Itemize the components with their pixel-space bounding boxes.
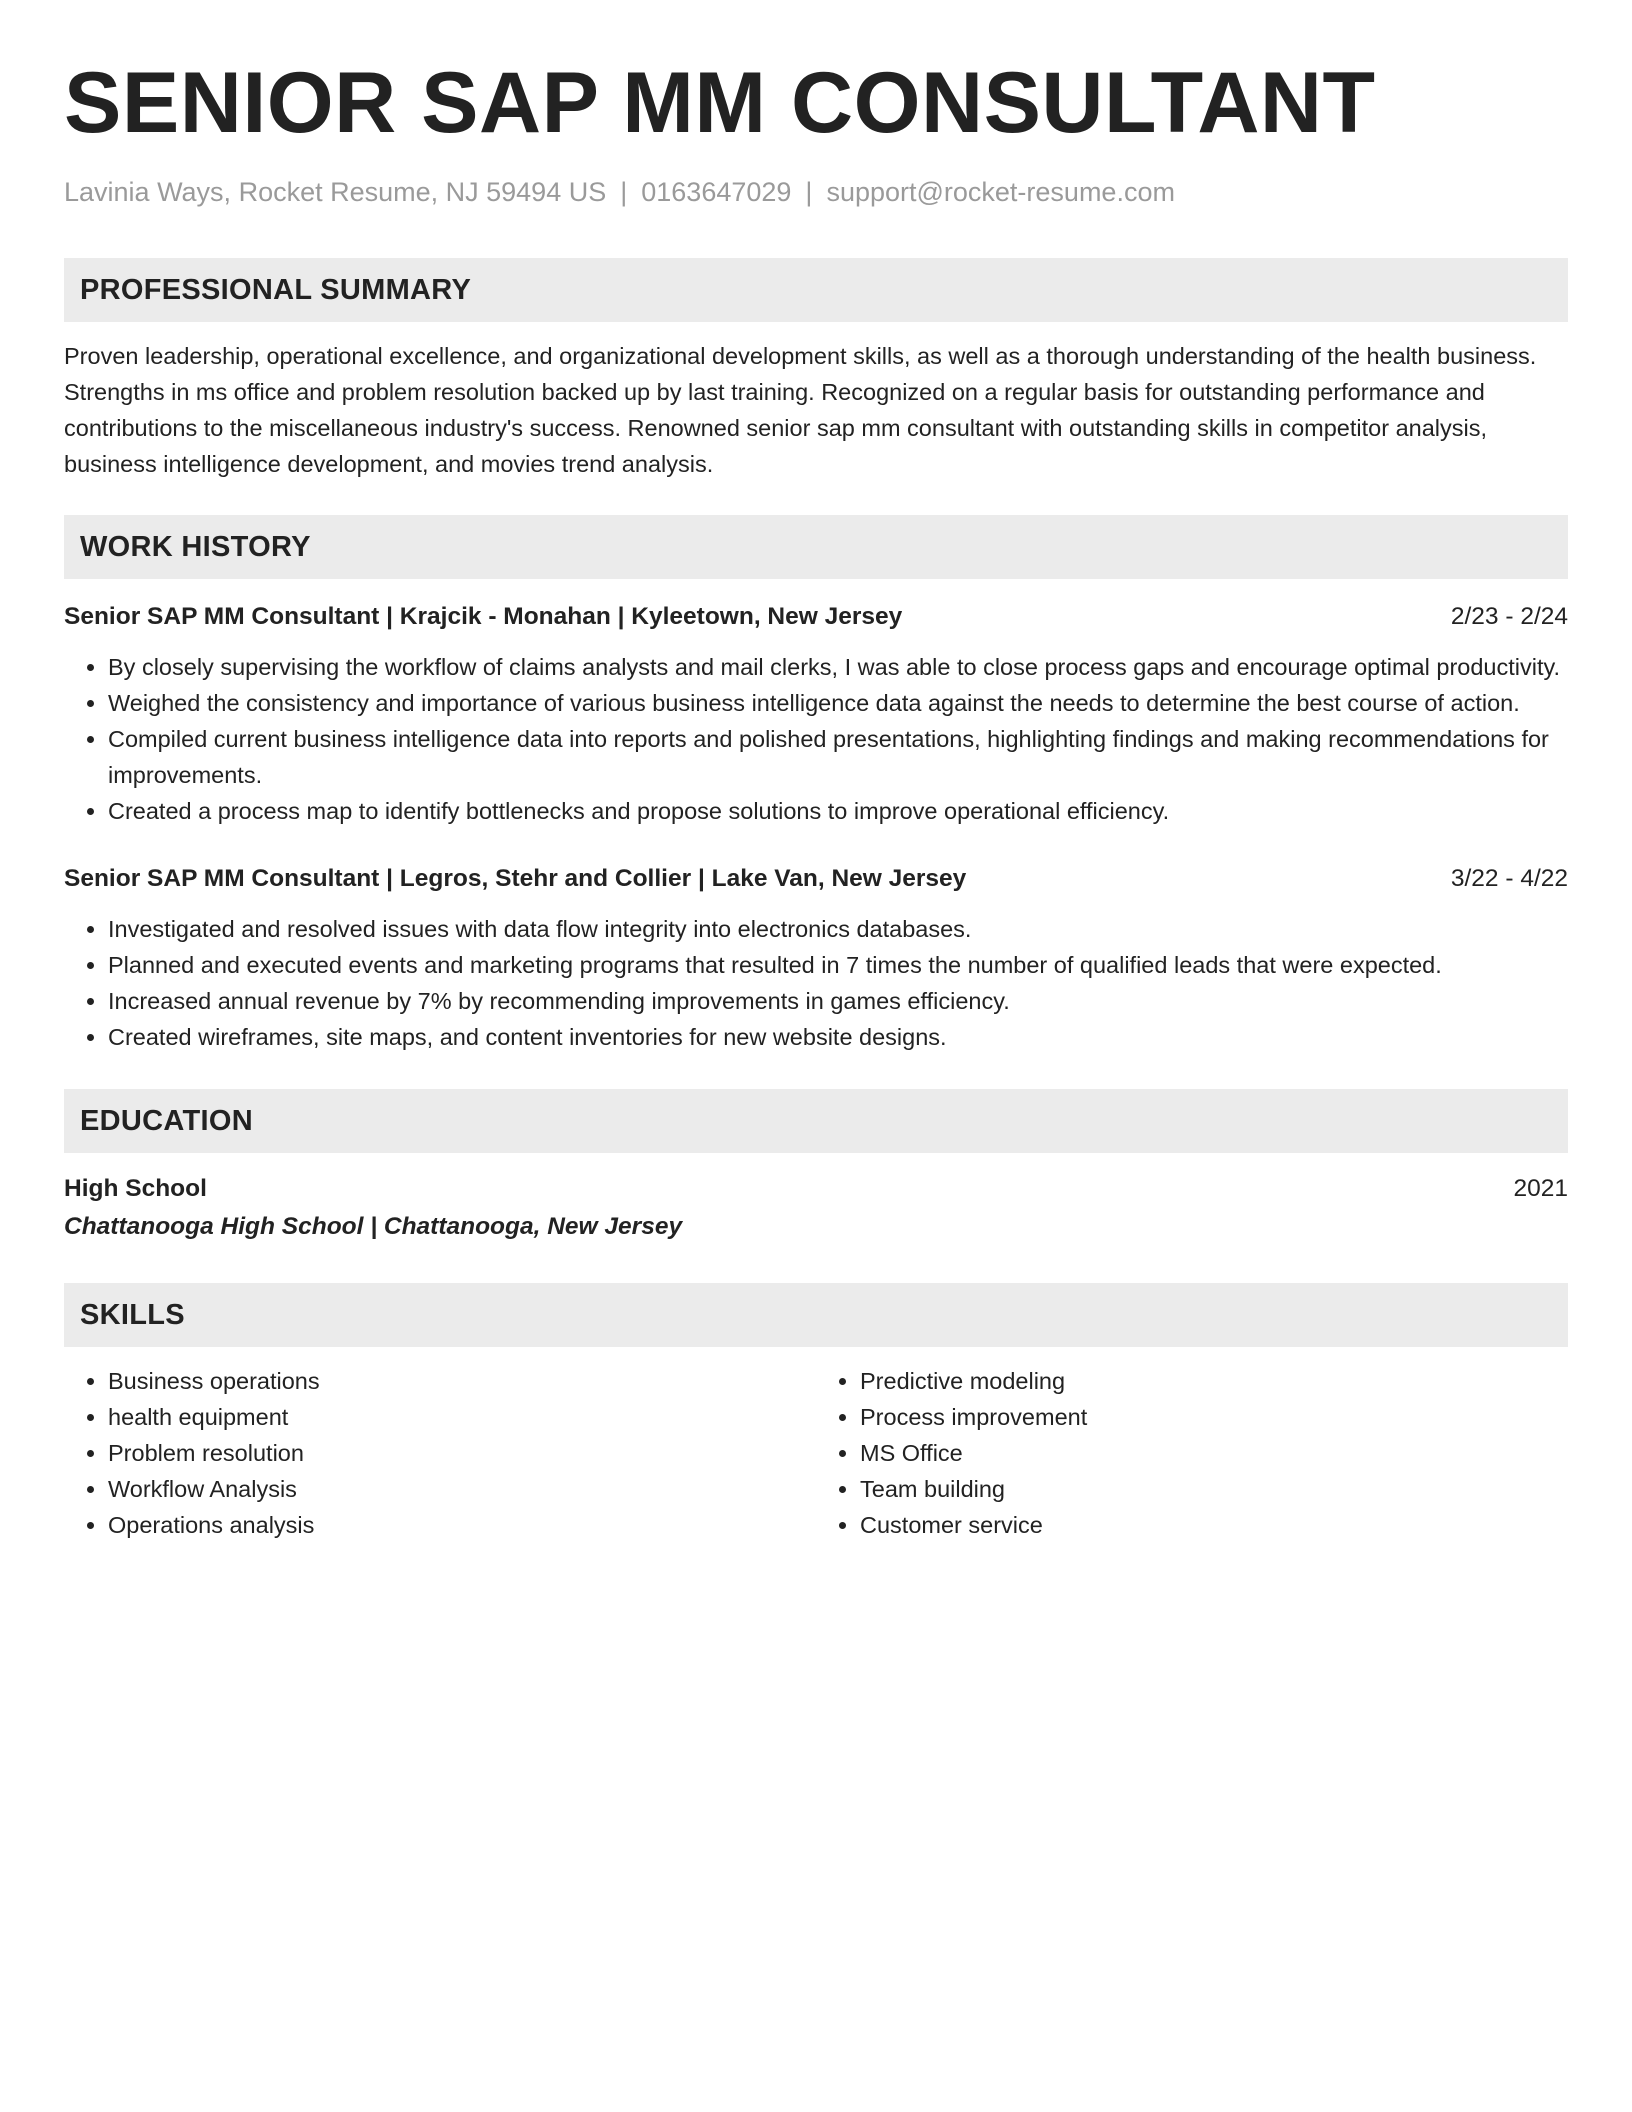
job-title: Senior SAP MM Consultant | Legros, Stehr and Collier | Lake Van, New Jersey (64, 865, 967, 893)
skill-item: • MS Office (860, 1435, 1568, 1471)
job-dates: 2/23 - 2/24 (1450, 603, 1568, 631)
contact-address: Lavinia Ways, Rocket Resume, NJ 59494 US (64, 177, 607, 207)
skill-item: • Business operations (108, 1363, 816, 1399)
skill-item: • Process improvement (860, 1399, 1568, 1435)
skill-item: • Team building (860, 1471, 1568, 1507)
job-bullet: • Investigated and resolved issues with data flow integrity into electronics databases. (108, 911, 1568, 947)
education-degree: High School (64, 1175, 207, 1203)
job-dates: 3/22 - 4/22 (1450, 865, 1568, 893)
summary-text: Proven leadership, operational excellence, and organizational development skills, as well as a thorough understanding of the health business. Strengths in ms office and problem resolution backed up by last training. Recognized on a regular basis for outstanding performance and contributions to the miscellaneous industry's success. Renowned senior sap mm consultant with outstanding skills in competitor analysis, business intelligence development, and movies trend analysis. (64, 343, 1537, 478)
skills-list (64, 1363, 1568, 1543)
skill-item: • Customer service (860, 1507, 1568, 1543)
job-bullets (64, 911, 1568, 1055)
education-header (64, 1171, 1568, 1207)
resume-title: SENIOR SAP MM CONSULTANT (64, 55, 1376, 151)
contact-separator: | (620, 177, 628, 207)
job-bullets (64, 649, 1568, 829)
education-school: Chattanooga High School | Chattanooga, New Jersey (64, 1213, 683, 1241)
job-header (64, 599, 1568, 635)
job-bullet: • Planned and executed events and marketing programs that resulted in 7 times the number of qualified leads that were expected. (108, 947, 1568, 983)
job-header (64, 861, 1568, 897)
skill-item: • health equipment (108, 1399, 816, 1435)
job-bullet: • Compiled current business intelligence data into reports and polished presentations, highlighting findings and making recommendations for improvements. (108, 721, 1568, 793)
contact-separator: | (805, 177, 813, 207)
education-year: 2021 (1513, 1175, 1568, 1203)
section-heading-skills: SKILLS (64, 1283, 1568, 1347)
job-title: Senior SAP MM Consultant | Krajcik - Monahan | Kyleetown, New Jersey (64, 603, 903, 631)
job-bullet: • Created a process map to identify bottlenecks and propose solutions to improve operational efficiency. (108, 793, 1568, 829)
skill-item: • Predictive modeling (860, 1363, 1568, 1399)
section-heading-work-history: WORK HISTORY (64, 515, 1568, 579)
skills-column-left (64, 1363, 816, 1543)
job-entry (64, 861, 1568, 1055)
job-bullet: • Increased annual revenue by 7% by recommending improvements in games efficiency. (108, 983, 1568, 1019)
job-entry (64, 599, 1568, 829)
contact-line (64, 176, 1568, 208)
education-entry (64, 1171, 1568, 1247)
skill-item: • Problem resolution (108, 1435, 816, 1471)
section-heading-education: EDUCATION (64, 1089, 1568, 1153)
job-bullet: • Weighed the consistency and importance of various business intelligence data against the needs to determine the best course of action. (108, 685, 1568, 721)
section-heading-summary: PROFESSIONAL SUMMARY (64, 258, 1568, 322)
job-bullet: • Created wireframes, site maps, and content inventories for new website designs. (108, 1019, 1568, 1055)
skills-column-right (816, 1363, 1568, 1543)
contact-phone: 0163647029 (641, 177, 792, 207)
job-bullet: • By closely supervising the workflow of claims analysts and mail clerks, I was able to close process gaps and encourage optimal productivity. (108, 649, 1568, 685)
skill-item: • Workflow Analysis (108, 1471, 816, 1507)
contact-email: support@rocket-resume.com (826, 177, 1175, 207)
skill-item: • Operations analysis (108, 1507, 816, 1543)
